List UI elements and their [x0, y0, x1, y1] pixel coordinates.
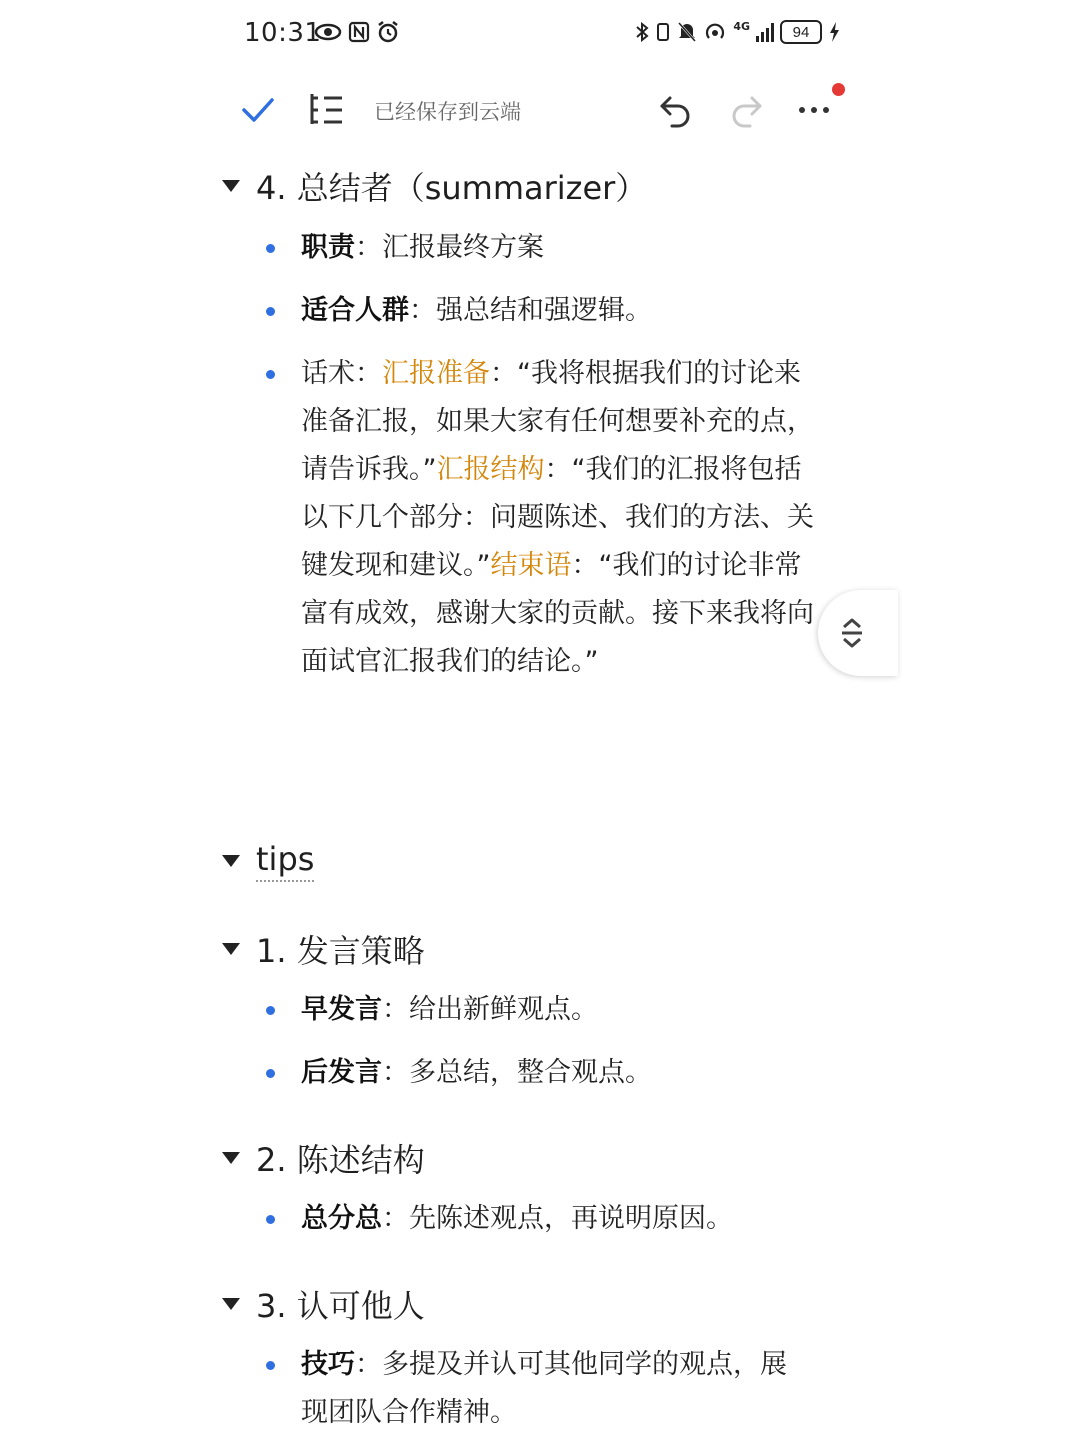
hotspot-icon [703, 21, 727, 43]
item-label: 技巧 [301, 1349, 355, 1380]
status-bar [244, 14, 844, 54]
check-icon[interactable] [238, 90, 278, 130]
item-text: 多总结，整合观点。 [409, 1057, 652, 1088]
item-sep: ： [409, 295, 436, 326]
item-text: 多提及并认可其他同学的观点，展现团队合作精神。 [301, 1349, 787, 1428]
script-text-1: ：“我将根据我们的讨论来准备汇报，如果大家有任何想要补充的点，请告诉我。” [301, 358, 814, 485]
more-icon[interactable] [794, 90, 834, 130]
item-label: 后发言 [301, 1057, 382, 1088]
tips-group-heading[interactable] [222, 1281, 425, 1327]
tips-group-heading-text: 1. 发言策略 [256, 932, 425, 970]
expand-collapse-icon [838, 616, 866, 650]
collapse-triangle-icon[interactable] [222, 180, 240, 192]
nfc-icon [348, 21, 370, 43]
undo-icon[interactable] [656, 90, 696, 130]
keyword-report-structure: 汇报结构 [436, 454, 545, 485]
script-text-2: ：“我们的汇报将包括以下几个部分：问题陈述、我们的方法、关键发现和建议。” [301, 454, 814, 581]
charging-icon [828, 21, 840, 43]
list-item [266, 1341, 826, 1437]
item-label: 适合人群 [301, 295, 409, 326]
keyword-closing: 结束语 [490, 550, 572, 581]
keyword-report-prep: 汇报准备 [382, 358, 490, 389]
tips-group-heading-text: 3. 认可他人 [256, 1287, 425, 1325]
tips-group-heading-text: 2. 陈述结构 [256, 1141, 425, 1179]
item-label: 职责 [301, 232, 355, 263]
network-label: 4G [733, 20, 750, 33]
list-item-script [266, 350, 826, 734]
list-item [266, 224, 826, 272]
item-text: 给出新鲜观点。 [409, 994, 598, 1025]
list-item [266, 1195, 826, 1243]
item-sep: ： [382, 1057, 409, 1088]
bullet-icon [266, 1215, 275, 1224]
script-sep: ： [355, 358, 382, 389]
editor-toolbar [236, 82, 856, 138]
alarm-icon [376, 20, 400, 44]
bluetooth-icon [635, 21, 649, 43]
script-label: 话术 [301, 358, 355, 389]
tips-group-heading[interactable] [222, 1135, 425, 1181]
list-item [266, 1049, 826, 1097]
item-sep: ： [382, 994, 409, 1025]
notification-dot [832, 83, 845, 96]
item-label: 早发言 [301, 994, 382, 1025]
list-item [266, 287, 826, 335]
item-label: 总分总 [301, 1203, 382, 1234]
item-text: 先陈述观点，再说明原因。 [409, 1203, 733, 1234]
section4-heading-text: 4. 总结者（summarizer） [256, 169, 648, 207]
item-text: 汇报最终方案 [382, 232, 544, 263]
save-status: 已经保存到云端 [374, 100, 521, 124]
outline-icon[interactable] [306, 90, 346, 130]
tips-group-heading[interactable] [222, 926, 425, 972]
collapse-triangle-icon[interactable] [222, 855, 240, 867]
collapse-triangle-icon[interactable] [222, 1152, 240, 1164]
item-text: 强总结和强逻辑。 [436, 295, 652, 326]
bullet-icon [266, 1006, 275, 1015]
status-time: 10:31 [244, 18, 322, 48]
bullet-icon [266, 307, 275, 316]
tips-heading-text: tips [256, 840, 314, 882]
item-sep: ： [355, 232, 382, 263]
bullet-icon [266, 1069, 275, 1078]
list-item [266, 986, 826, 1034]
collapse-triangle-icon[interactable] [222, 943, 240, 955]
vibrate-icon [655, 21, 671, 43]
signal-icon [756, 22, 774, 42]
tips-heading[interactable] [222, 840, 314, 882]
script-text-3: ：“我们的讨论非常富有成效，感谢大家的贡献。接下来我将向面试官汇报我们的结论。” [301, 550, 814, 677]
section4-heading[interactable] [222, 163, 647, 209]
item-sep: ： [382, 1203, 409, 1234]
status-left-icons [314, 20, 400, 44]
expand-collapse-button[interactable] [818, 590, 898, 676]
status-right-icons [635, 20, 840, 44]
redo-icon[interactable] [726, 90, 766, 130]
bullet-icon [266, 1361, 275, 1370]
item-sep: ： [355, 1349, 382, 1380]
mute-icon [677, 21, 697, 43]
battery-indicator: 94 [780, 20, 822, 44]
bullet-icon [266, 370, 275, 379]
collapse-triangle-icon[interactable] [222, 1298, 240, 1310]
bullet-icon [266, 244, 275, 253]
eye-icon [314, 21, 342, 43]
